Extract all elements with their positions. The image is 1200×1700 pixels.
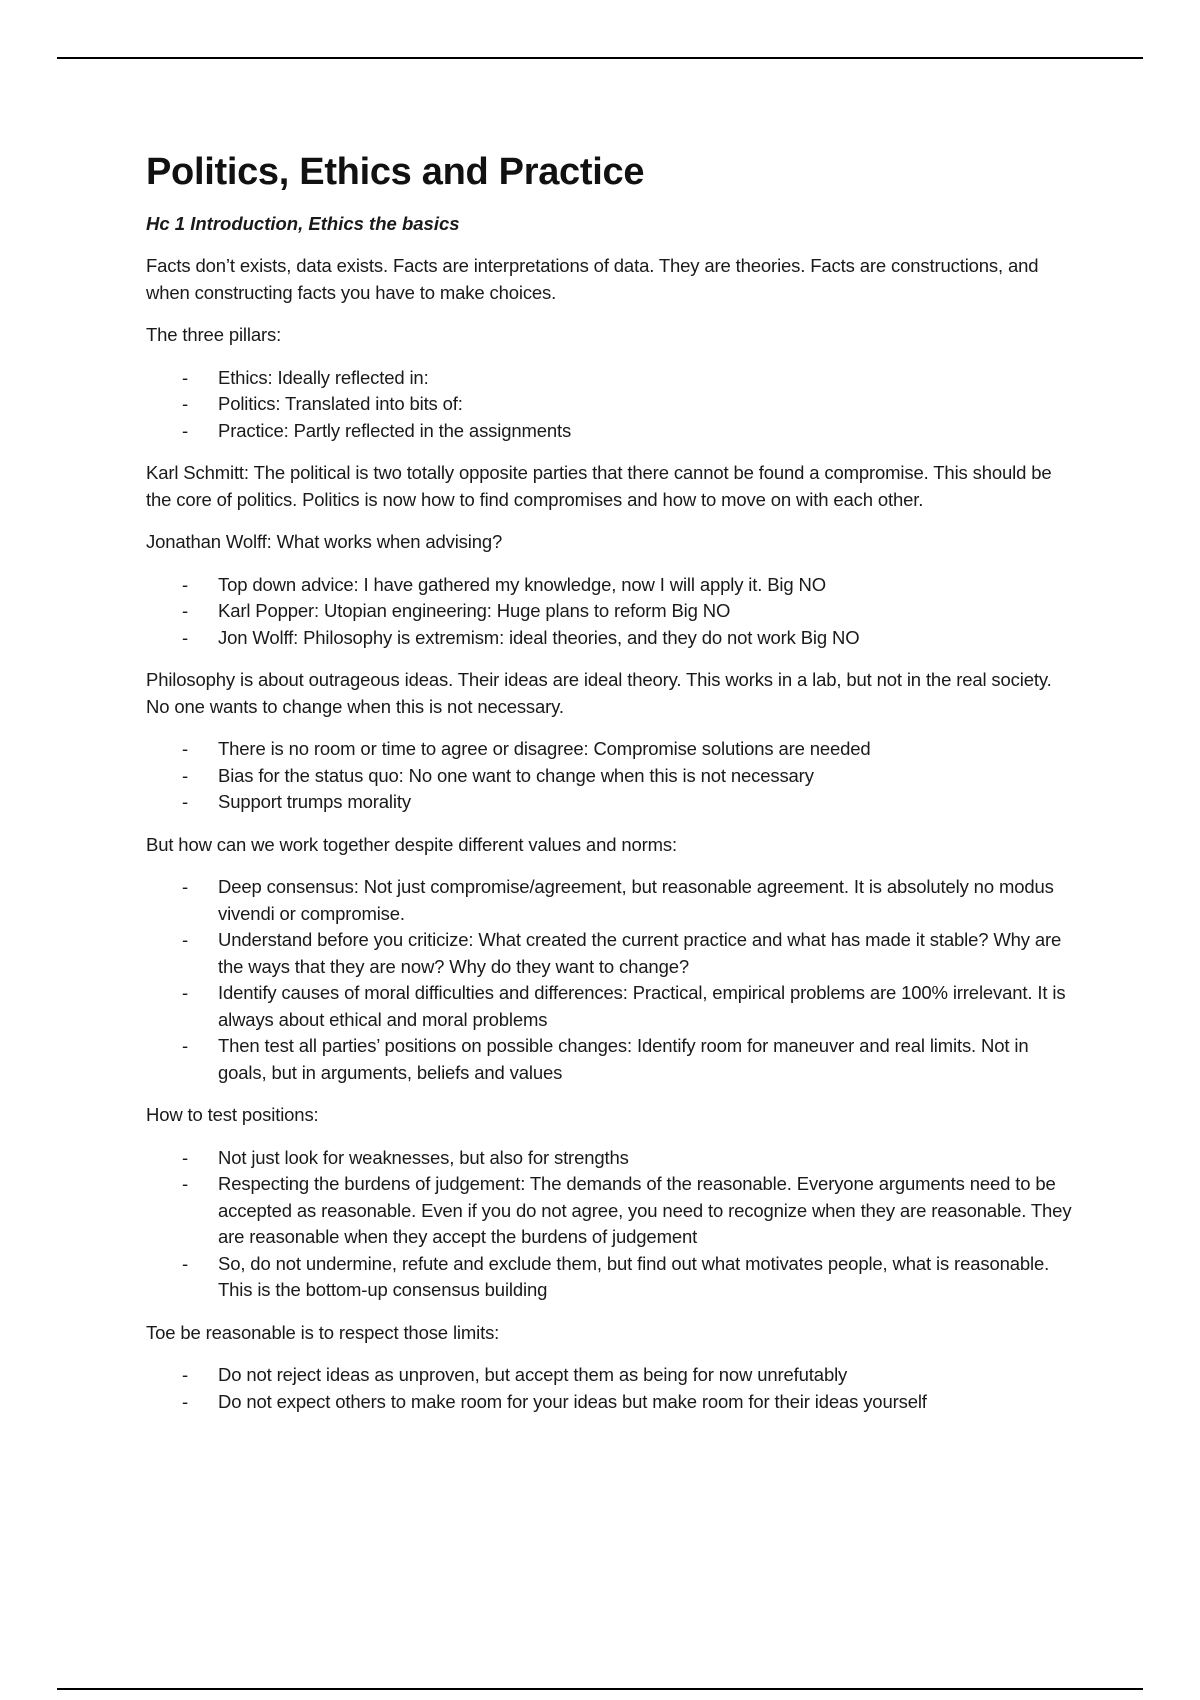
dash-bullet-icon: - [182, 982, 189, 1003]
list-item-text: Ethics: Ideally reflected in: [218, 366, 429, 388]
dash-bullet-icon: - [182, 738, 189, 759]
list-item-text: So, do not undermine, refute and exclude them, but find out what motivates people, what is reasonable. This is the bottom-up consensus building [218, 1252, 1050, 1300]
dash-bullet-icon: - [182, 1252, 189, 1274]
list-philosophy [146, 736, 1076, 816]
list-item-text: Jon Wolff: Philosophy is extremism: ideal theories, and they do not work Big NO [218, 626, 860, 648]
list-item-text: Politics: Translated into bits of: [218, 393, 463, 414]
list-item [146, 391, 1076, 418]
list-item [146, 625, 1076, 652]
list-item [146, 789, 1076, 816]
list-pillars [146, 365, 1076, 445]
list-item-text: Identify causes of moral difficulties and differences: Practical, empirical problems are 100% irrelevant. It is always about ethical and moral problems [218, 982, 1066, 1030]
dash-bullet-icon: - [182, 626, 189, 648]
dash-bullet-icon: - [182, 764, 189, 786]
lecture-subtitle: Hc 1 Introduction, Ethics the basics [146, 213, 460, 234]
list-item [146, 874, 1076, 927]
dash-bullet-icon: - [182, 876, 189, 897]
paragraph-pillars-intro: The three pillars: [146, 324, 282, 345]
list-item [146, 927, 1076, 980]
header-rule [57, 57, 1143, 59]
paragraph-test-positions: How to test positions: [146, 1104, 319, 1125]
document-title: Politics, Ethics and Practice [146, 151, 645, 193]
dash-bullet-icon: - [182, 1364, 189, 1385]
list-item [146, 1389, 1076, 1416]
list-item-text: There is no room or time to agree or disagree: Compromise solutions are needed [218, 738, 871, 759]
list-item-text: Practice: Partly reflected in the assignments [218, 419, 572, 441]
list-item [146, 1171, 1076, 1251]
list-item [146, 1145, 1076, 1172]
paragraph-wolff-intro: Jonathan Wolff: What works when advising? [146, 531, 503, 552]
list-test-positions [146, 1145, 1076, 1304]
list-item [146, 365, 1076, 392]
document-body [146, 148, 1076, 1431]
footer-rule [57, 1688, 1143, 1690]
list-item [146, 598, 1076, 625]
list-item [146, 1362, 1076, 1389]
dash-bullet-icon: - [182, 1173, 189, 1194]
list-advising [146, 572, 1076, 652]
dash-bullet-icon: - [182, 1390, 189, 1412]
list-item-text: Support trumps morality [218, 791, 411, 812]
list-item [146, 572, 1076, 599]
dash-bullet-icon: - [182, 1035, 189, 1056]
dash-bullet-icon: - [182, 419, 189, 441]
list-item-text: Respecting the burdens of judgement: The demands of the reasonable. Everyone arguments need to be accepted as reasonable. Even if you do not agree, you need to recognize when they are reasonable. They are reasonable when they accept the burdens of judgement [218, 1173, 1072, 1247]
dash-bullet-icon: - [182, 393, 189, 414]
list-item-text: Top down advice: I have gathered my knowledge, now I will apply it. Big NO [218, 573, 826, 595]
list-reasonable [146, 1362, 1076, 1415]
dash-bullet-icon: - [182, 1146, 189, 1168]
list-item [146, 1251, 1076, 1304]
paragraph-facts: Facts don’t exists, data exists. Facts are interpretations of data. They are theories. Facts are constructions, and when constructing facts you have to make choices. [146, 255, 1039, 303]
paragraph-philosophy: Philosophy is about outrageous ideas. Their ideas are ideal theory. This works in a lab, but not in the real society. No one wants to change when this is not necessary. [146, 669, 1052, 717]
list-item-text: Deep consensus: Not just compromise/agreement, but reasonable agreement. It is absolutely no modus vivendi or compromise. [218, 876, 1054, 924]
paragraph-reasonable: Toe be reasonable is to respect those limits: [146, 1321, 500, 1343]
dash-bullet-icon: - [182, 366, 189, 388]
list-item-text: Then test all parties’ positions on possible changes: Identify room for maneuver and real limits. Not in goals, but in arguments, beliefs and values [218, 1035, 1029, 1083]
dash-bullet-icon: - [182, 929, 189, 950]
paragraph-work-together: But how can we work together despite different values and norms: [146, 833, 677, 855]
list-item [146, 763, 1076, 790]
list-item [146, 736, 1076, 763]
dash-bullet-icon: - [182, 573, 189, 595]
list-item [146, 418, 1076, 445]
list-item-text: Understand before you criticize: What created the current practice and what has made it stable? Why are the ways that they are now? Why do they want to change? [218, 929, 1062, 977]
list-item-text: Karl Popper: Utopian engineering: Huge plans to reform Big NO [218, 600, 731, 621]
list-item-text: Do not reject ideas as unproven, but accept them as being for now unrefutably [218, 1364, 848, 1385]
dash-bullet-icon: - [182, 791, 189, 812]
list-item [146, 980, 1076, 1033]
list-item-text: Bias for the status quo: No one want to change when this is not necessary [218, 764, 814, 786]
list-item [146, 1033, 1076, 1086]
dash-bullet-icon: - [182, 600, 189, 621]
list-item-text: Do not expect others to make room for your ideas but make room for their ideas yourself [218, 1390, 927, 1412]
list-work-together [146, 874, 1076, 1086]
paragraph-schmitt: Karl Schmitt: The political is two totally opposite parties that there cannot be found a compromise. This should be the core of politics. Politics is now how to find compromises and how to move on with each other. [146, 462, 1052, 510]
list-item-text: Not just look for weaknesses, but also for strengths [218, 1146, 629, 1168]
